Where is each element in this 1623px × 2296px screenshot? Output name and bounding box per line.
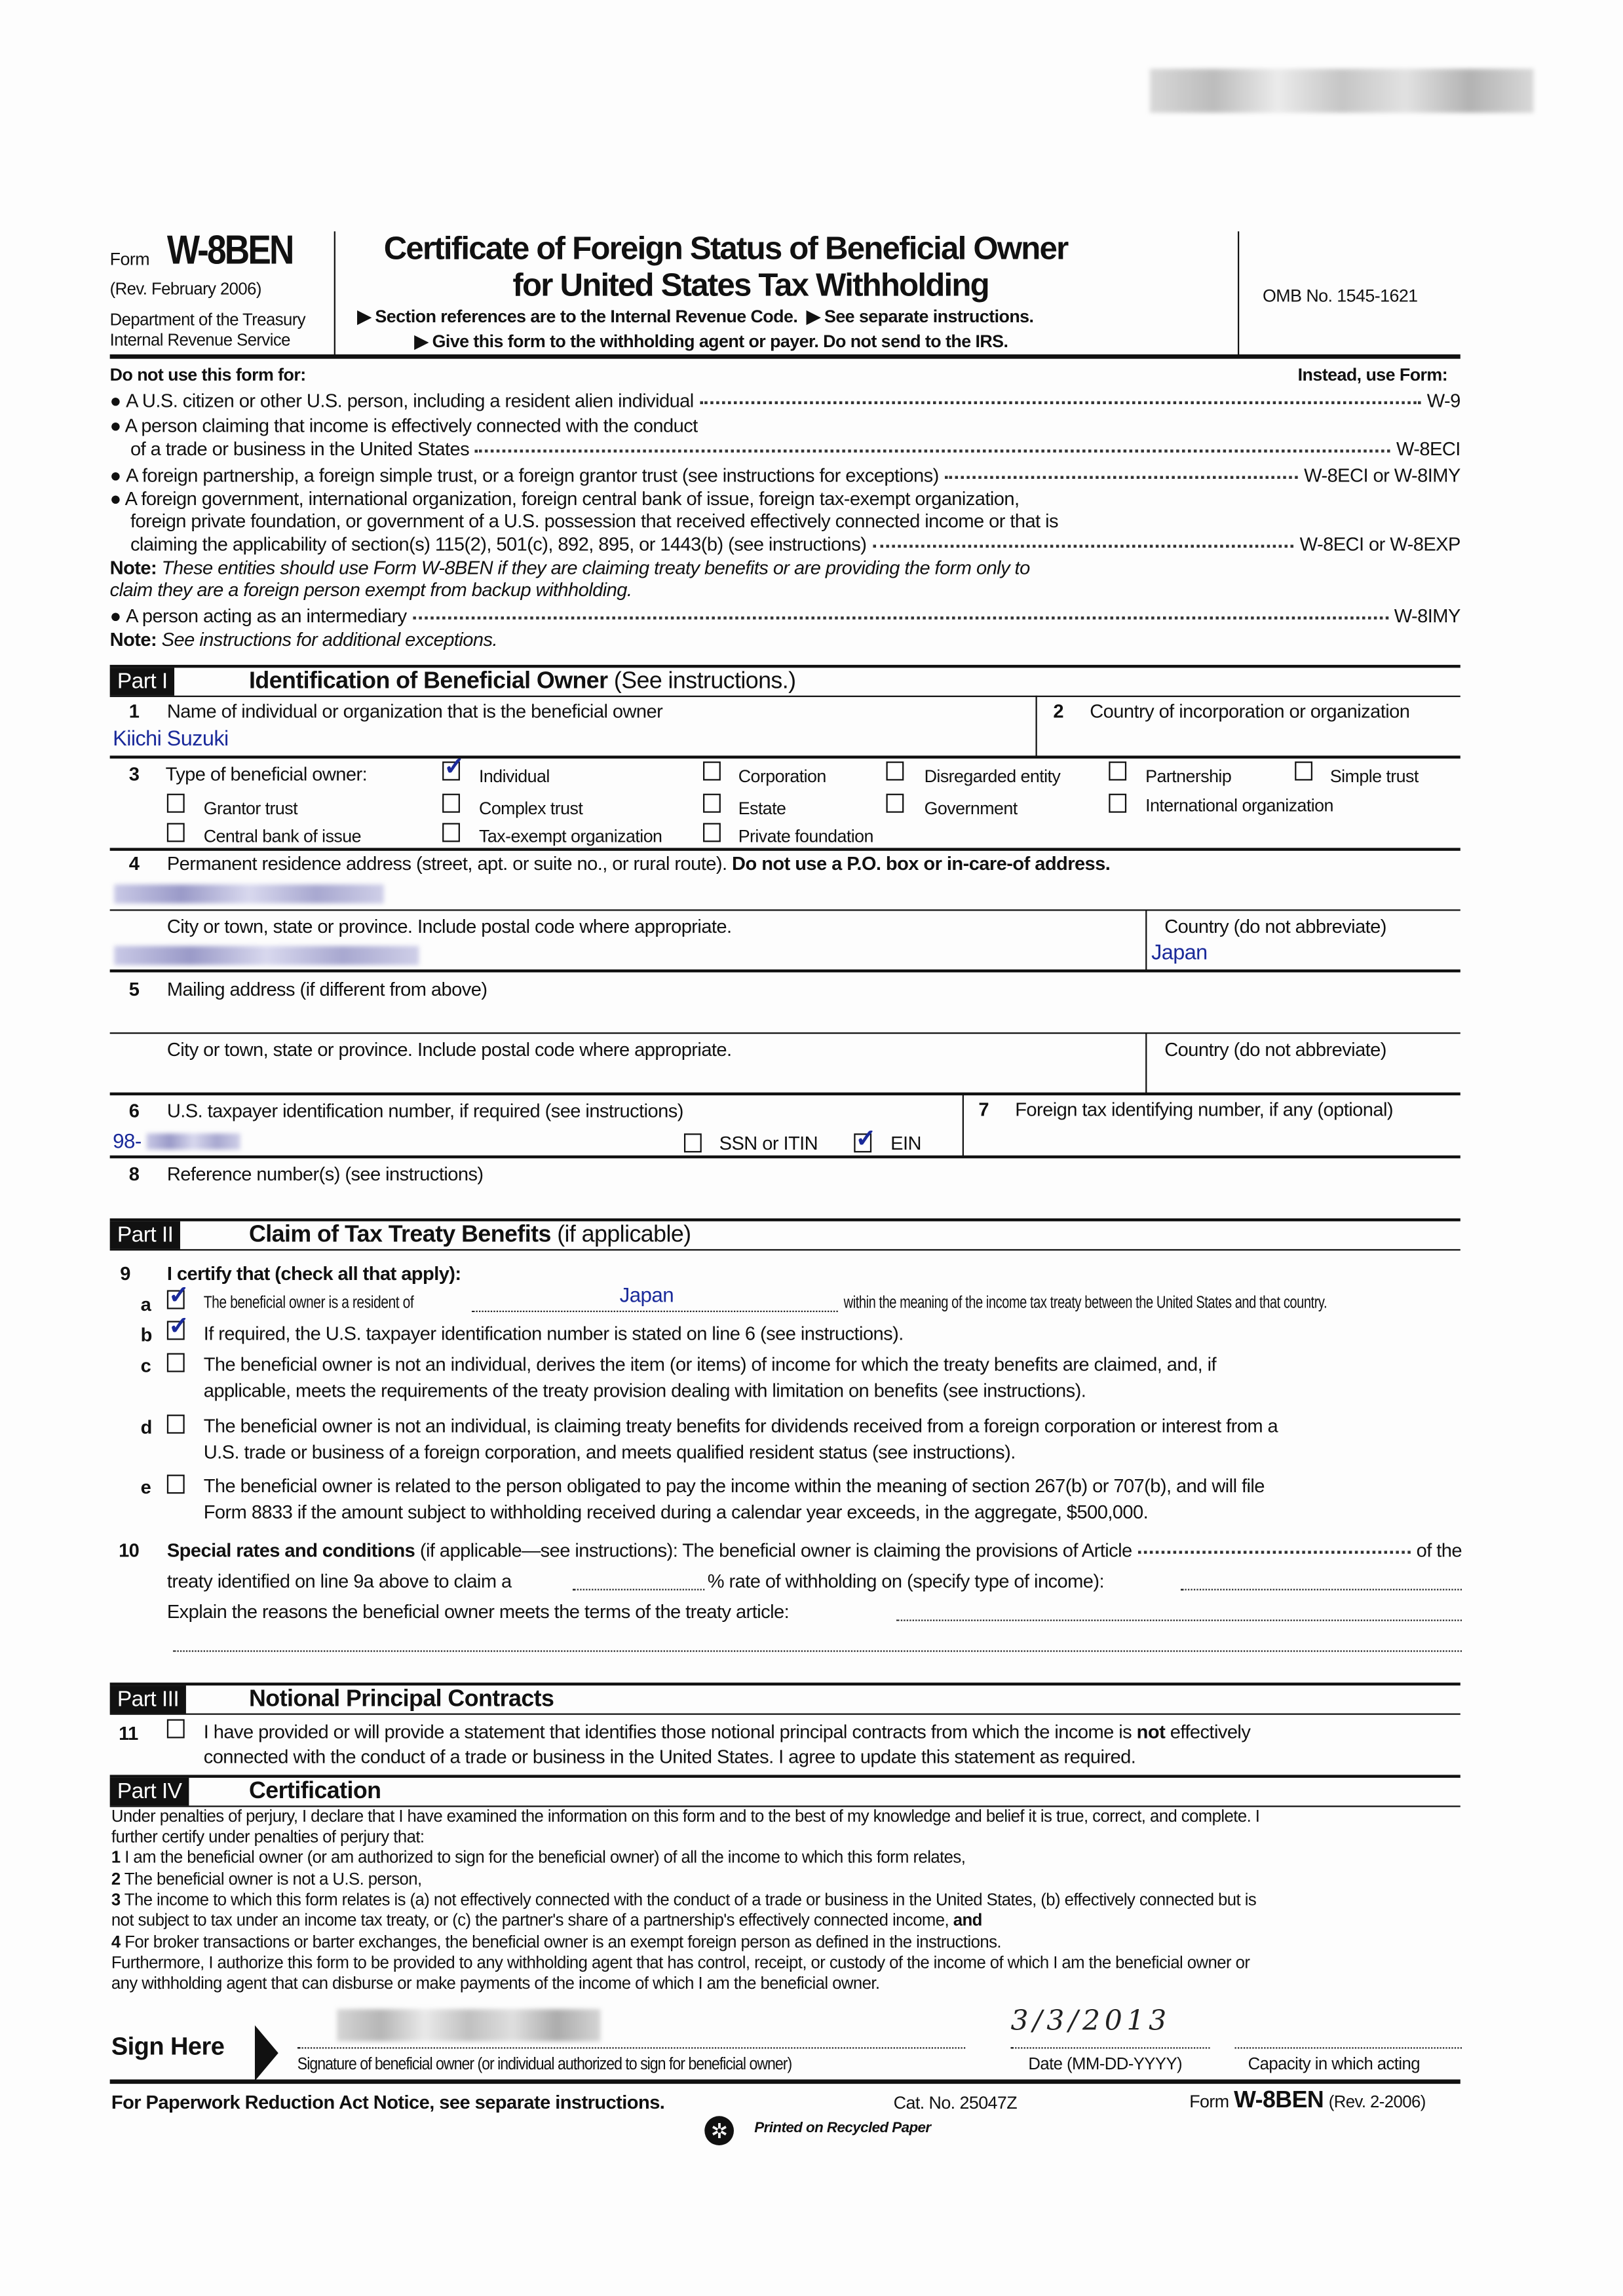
form-number: W-8BEN (166, 227, 293, 273)
ssn-label: SSN or ITIN (719, 1132, 818, 1154)
line-2-label: Country of incorporation or organization (1090, 700, 1410, 723)
list-item-text: A person acting as an intermediary (126, 605, 407, 627)
line-10-label: Special rates and conditions (if applicable—see instructions): The beneficial owner is claiming the provisions of Article (166, 1539, 1132, 1562)
line-number: 4 (128, 852, 140, 875)
list-item-cont (130, 438, 1461, 460)
paperwork-notice: For Paperwork Reduction Act Notice, see separate instructions. (111, 2091, 665, 2113)
checkbox-11[interactable] (167, 1719, 185, 1738)
item-letter: d (140, 1416, 152, 1439)
9c-label-cont: applicable, meets the requirements of the treaty provision dealing with limitation on benefits (see instructions). (203, 1379, 1086, 1402)
9a-label-end: within the meaning of the income tax treaty between the United States and that country. (843, 1294, 1327, 1313)
checkbox-disregarded-entity[interactable] (886, 761, 904, 780)
form-word: Form (109, 249, 150, 270)
checkbox-9d[interactable] (167, 1414, 185, 1433)
capacity-label: Capacity in which acting (1248, 2056, 1421, 2074)
country-label: Country (do not abbreviate) (1164, 915, 1386, 937)
capacity-field[interactable] (1235, 2047, 1462, 2048)
9e-label: The beneficial owner is related to the person obligated to pay the income within the meaning of section 267(b) or 707(b), and will file (203, 1475, 1265, 1497)
option-label: Individual (479, 766, 550, 787)
checkbox-9c[interactable] (167, 1353, 185, 1372)
option-label: Private foundation (738, 825, 873, 847)
checkbox-international-organization[interactable] (1109, 794, 1126, 813)
cert-line: Under penalties of perjury, I declare that I have examined the information on this form and to the best of my knowledge and belief it is true, correct, and complete. I (111, 1808, 1260, 1826)
line-number: 10 (119, 1539, 140, 1562)
line-5-label: Mailing address (if different from above) (166, 978, 487, 1000)
catalog-number: Cat. No. 25047Z (893, 2092, 1018, 2113)
9b-label: If required, the U.S. taxpayer identification number is stated on line 6 (see instructions). (203, 1322, 904, 1345)
checkbox-9b[interactable] (167, 1321, 185, 1340)
checkbox-simple-trust[interactable] (1295, 761, 1312, 780)
option-label: Complex trust (479, 798, 583, 819)
checkbox-individual[interactable] (442, 761, 460, 780)
explain-field-2[interactable] (173, 1650, 1462, 1651)
cert-item-cont: not subject to tax under an income tax treaty, or (c) the partner's share of a partnership's effectively connected income, and (111, 1912, 982, 1930)
checkbox-estate[interactable] (703, 794, 721, 813)
line-3-label: Type of beneficial owner: (165, 762, 368, 785)
option-label: Tax-exempt organization (479, 825, 662, 847)
line-11-label: I have provided or will provide a statement that identifies those notional principal contracts from which the income is not effectively (203, 1720, 1251, 1743)
item-letter: c (140, 1354, 151, 1377)
option-label: Estate (738, 798, 786, 819)
footer-form-id: Form W-8BEN (Rev. 2-2006) (1189, 2088, 1426, 2113)
us-tin-field[interactable]: 98- (113, 1129, 142, 1153)
line-10-income-label: % rate of withholding on (specify type of income): (707, 1570, 1105, 1592)
revision-date: (Rev. February 2006) (109, 281, 261, 299)
department: Department of the Treasury (109, 312, 306, 329)
option-label: Corporation (738, 766, 826, 787)
part-4-header (110, 1775, 1461, 1807)
cert-line: Furthermore, I authorize this form to be provided to any withholding agent that has control, receipt, or custody of the income of which I am the beneficial owner or (111, 1955, 1250, 1973)
part-title: Identification of Beneficial Owner (See instructions.) (249, 669, 796, 694)
cert-item: 3 The income to which this form relates is (a) not effectively connected with the conduct of a trade or business in the United States, (b) effectively connected but is (111, 1892, 1257, 1910)
cert-line: further certify under penalties of perjury that: (111, 1829, 425, 1847)
form-title-line2: for United States Tax Withholding (512, 266, 989, 303)
9d-label: The beneficial owner is not an individual, is claiming treaty benefits for dividends received from a foreign corporation or interest from a (203, 1414, 1278, 1437)
checkbox-grantor-trust[interactable] (167, 794, 185, 813)
part-label: Part IV (110, 1778, 189, 1805)
list-item-text: claiming the applicability of section(s) 115(2), 501(c), 892, 895, or 1443(b) (see instructions) (130, 533, 867, 555)
cert-item: 2 The beneficial owner is not a U.S. person, (111, 1871, 422, 1889)
line-10-row (167, 1539, 1462, 1562)
item-letter: b (140, 1323, 152, 1346)
9d-label-cont: U.S. trade or business of a foreign corporation, and meets qualified resident status (see instructions). (203, 1440, 1016, 1463)
part-label: Part III (110, 1685, 187, 1713)
cert-item: 1 I am the beneficial owner (or am authorized to sign for the beneficial owner) of all the income to which this form relates, (111, 1849, 966, 1868)
treaty-country-field[interactable]: Japan (619, 1283, 674, 1307)
line-number: 11 (119, 1722, 138, 1744)
part-title: Claim of Tax Treaty Benefits (if applicable) (249, 1222, 691, 1248)
option-label: Government (924, 798, 1018, 819)
arrow-right-icon (255, 2025, 278, 2081)
omb-number: OMB No. 1545-1621 (1263, 285, 1418, 307)
checkbox-ssn-itin[interactable] (684, 1133, 702, 1152)
option-label: Simple trust (1329, 766, 1419, 787)
option-label: Disregarded entity (924, 766, 1061, 787)
option-label: International organization (1145, 795, 1333, 816)
redacted-tin (147, 1133, 240, 1150)
list-item: ● A person acting as an intermediary W-8IMY (110, 605, 1461, 627)
line-1-label: Name of individual or organization that is the beneficial owner (166, 700, 663, 723)
cert-line: any withholding agent that can disburse or make payments of the income of which I am the beneficial owner. (111, 1975, 880, 1993)
checkbox-complex-trust[interactable] (442, 794, 460, 813)
checkbox-9a[interactable] (167, 1290, 185, 1309)
signature-label: Signature of beneficial owner (or individual authorized to sign for beneficial owner) (297, 2056, 792, 2074)
beneficial-owner-name-field[interactable]: Kiichi Suzuki (113, 728, 229, 751)
agency: Internal Revenue Service (109, 332, 290, 350)
line-number: 8 (128, 1162, 140, 1185)
checkbox-central-bank[interactable] (167, 823, 185, 842)
list-item-text: of a trade or business in the United States (130, 438, 470, 460)
part-title: Notional Principal Contracts (249, 1687, 554, 1712)
article-field[interactable] (1138, 1536, 1411, 1554)
line-number: 5 (128, 978, 140, 1000)
line-10-rate-label: treaty identified on line 9a above to claim a (166, 1570, 512, 1592)
list-item-cont: foreign private foundation, or government of a U.S. possession that received effectively connected income or that is (130, 509, 1058, 532)
header-note-1: ▶ Section references are to the Internal Revenue Code. ▶ See separate instructions. (357, 306, 1034, 327)
city-label: City or town, state or province. Include postal code where appropriate. (166, 915, 732, 937)
line-number: 2 (1053, 700, 1063, 723)
list-item-cont (130, 533, 1461, 555)
line-4-label: Permanent residence address (street, apt. or suite no., or rural route). Do not use a P.O. box or in-care-of address. (166, 852, 1111, 875)
line-number: 1 (128, 700, 140, 723)
9a-label: The beneficial owner is a resident of (203, 1294, 414, 1313)
list-item: ● A U.S. citizen or other U.S. person, including a resident alien individual W-9 (110, 390, 1461, 412)
note: Note: These entities should use Form W-8BEN if they are claiming treaty benefits or are providing the form only to (109, 556, 1030, 579)
checkbox-partnership[interactable] (1109, 761, 1126, 780)
checkbox-tax-exempt-organization[interactable] (442, 823, 460, 842)
checkbox-corporation[interactable] (703, 761, 721, 780)
header-note-2: ▶ Give this form to the withholding agent or payer. Do not send to the IRS. (414, 331, 1008, 352)
9c-label: The beneficial owner is not an individual, derives the item (or items) of income for which the treaty benefits are claimed, and, if (203, 1353, 1217, 1376)
ein-label: EIN (890, 1132, 921, 1154)
line-10-end: of the (1416, 1539, 1462, 1562)
part-label: Part II (110, 1221, 181, 1249)
instead-use-heading: Instead, use Form: (1297, 364, 1448, 385)
rate-field[interactable] (573, 1589, 704, 1590)
alt-form: W-8ECI or W-8IMY (1304, 464, 1461, 487)
item-letter: e (140, 1476, 151, 1498)
part-1-header (110, 665, 1461, 697)
date-label: Date (MM-DD-YYYY) (1028, 2056, 1183, 2074)
part-2-header (110, 1218, 1461, 1251)
alt-form: W-8IMY (1394, 605, 1461, 627)
line-11-label-cont: connected with the conduct of a trade or business in the United States. I agree to update this statement as required. (203, 1745, 1136, 1768)
line-6-label: U.S. taxpayer identification number, if required (see instructions) (166, 1099, 683, 1122)
signature-field[interactable] (297, 2047, 965, 2048)
line-7-label: Foreign tax identifying number, if any (optional) (1015, 1098, 1393, 1121)
explain-field[interactable] (896, 1619, 1462, 1621)
item-letter: a (140, 1292, 151, 1315)
list-item: ● A foreign government, international organization, foreign central bank of issue, foreign tax-exempt organization, (109, 487, 1020, 510)
option-label: Partnership (1145, 766, 1232, 787)
redacted-street-address-field[interactable] (114, 884, 383, 903)
country-field[interactable]: Japan (1151, 941, 1208, 966)
line-number: 7 (978, 1098, 989, 1121)
9e-label-cont: Form 8833 if the amount subject to withholding received during a calendar year exceeds, in the aggregate, $500,000. (203, 1501, 1149, 1523)
list-item-text: A U.S. citizen or other U.S. person, including a resident alien individual (126, 389, 694, 412)
alt-form: W-8ECI or W-8EXP (1299, 533, 1461, 555)
line-8-label: Reference number(s) (see instructions) (166, 1162, 484, 1185)
part-3-header (110, 1683, 1461, 1715)
option-label: Central bank of issue (203, 825, 362, 847)
line-number: 6 (128, 1099, 140, 1122)
checkbox-ein[interactable] (854, 1133, 871, 1152)
note: Note: See instructions for additional exceptions. (109, 628, 497, 650)
cert-item: 4 For broker transactions or barter exchanges, the beneficial owner is an exempt foreign person as defined in the instructions. (111, 1934, 1001, 1952)
part-title: Certification (249, 1779, 381, 1805)
do-not-use-heading: Do not use this form for: (109, 364, 306, 385)
line-number: 3 (128, 762, 140, 785)
part-label: Part I (110, 668, 175, 695)
mailing-city-label: City or town, state or province. Include postal code where appropriate. (166, 1038, 732, 1061)
income-type-field[interactable] (1181, 1589, 1462, 1590)
date-field[interactable]: 3/3/2013 (1010, 2004, 1171, 2037)
redacted-document-id (1150, 69, 1534, 113)
alt-form: W-8ECI (1396, 438, 1461, 460)
checkbox-private-foundation[interactable] (703, 823, 721, 842)
option-label: Grantor trust (203, 798, 298, 819)
line-number: 9 (120, 1262, 130, 1285)
recycle-icon: ✲ (704, 2116, 734, 2145)
line-10-explain-label: Explain the reasons the beneficial owner meets the terms of the treaty article: (166, 1600, 790, 1623)
list-item-text: A foreign partnership, a foreign simple trust, or a foreign grantor trust (see instructions for exceptions) (126, 464, 939, 487)
note-cont: claim they are a foreign person exempt from backup withholding. (109, 578, 632, 601)
redacted-signature (337, 2009, 600, 2041)
checkbox-government[interactable] (886, 794, 904, 813)
checkbox-9e[interactable] (167, 1475, 185, 1494)
list-item: ● A person claiming that income is effectively connected with the conduct (109, 414, 698, 437)
line-9-label: I certify that (check all that apply): (166, 1262, 461, 1285)
recycled-paper-note: Printed on Recycled Paper (754, 2120, 931, 2137)
sign-here-label: Sign Here (111, 2032, 225, 2061)
list-item: ● A foreign partnership, a foreign simple trust, or a foreign grantor trust (see instructions for exceptions) W-8ECI or W-8IMY (110, 464, 1461, 487)
alt-form: W-9 (1426, 389, 1461, 412)
mailing-country-label: Country (do not abbreviate) (1164, 1038, 1386, 1061)
form-title-line1: Certificate of Foreign Status of Beneficial Owner (383, 229, 1068, 267)
redacted-city-field[interactable] (114, 946, 419, 965)
